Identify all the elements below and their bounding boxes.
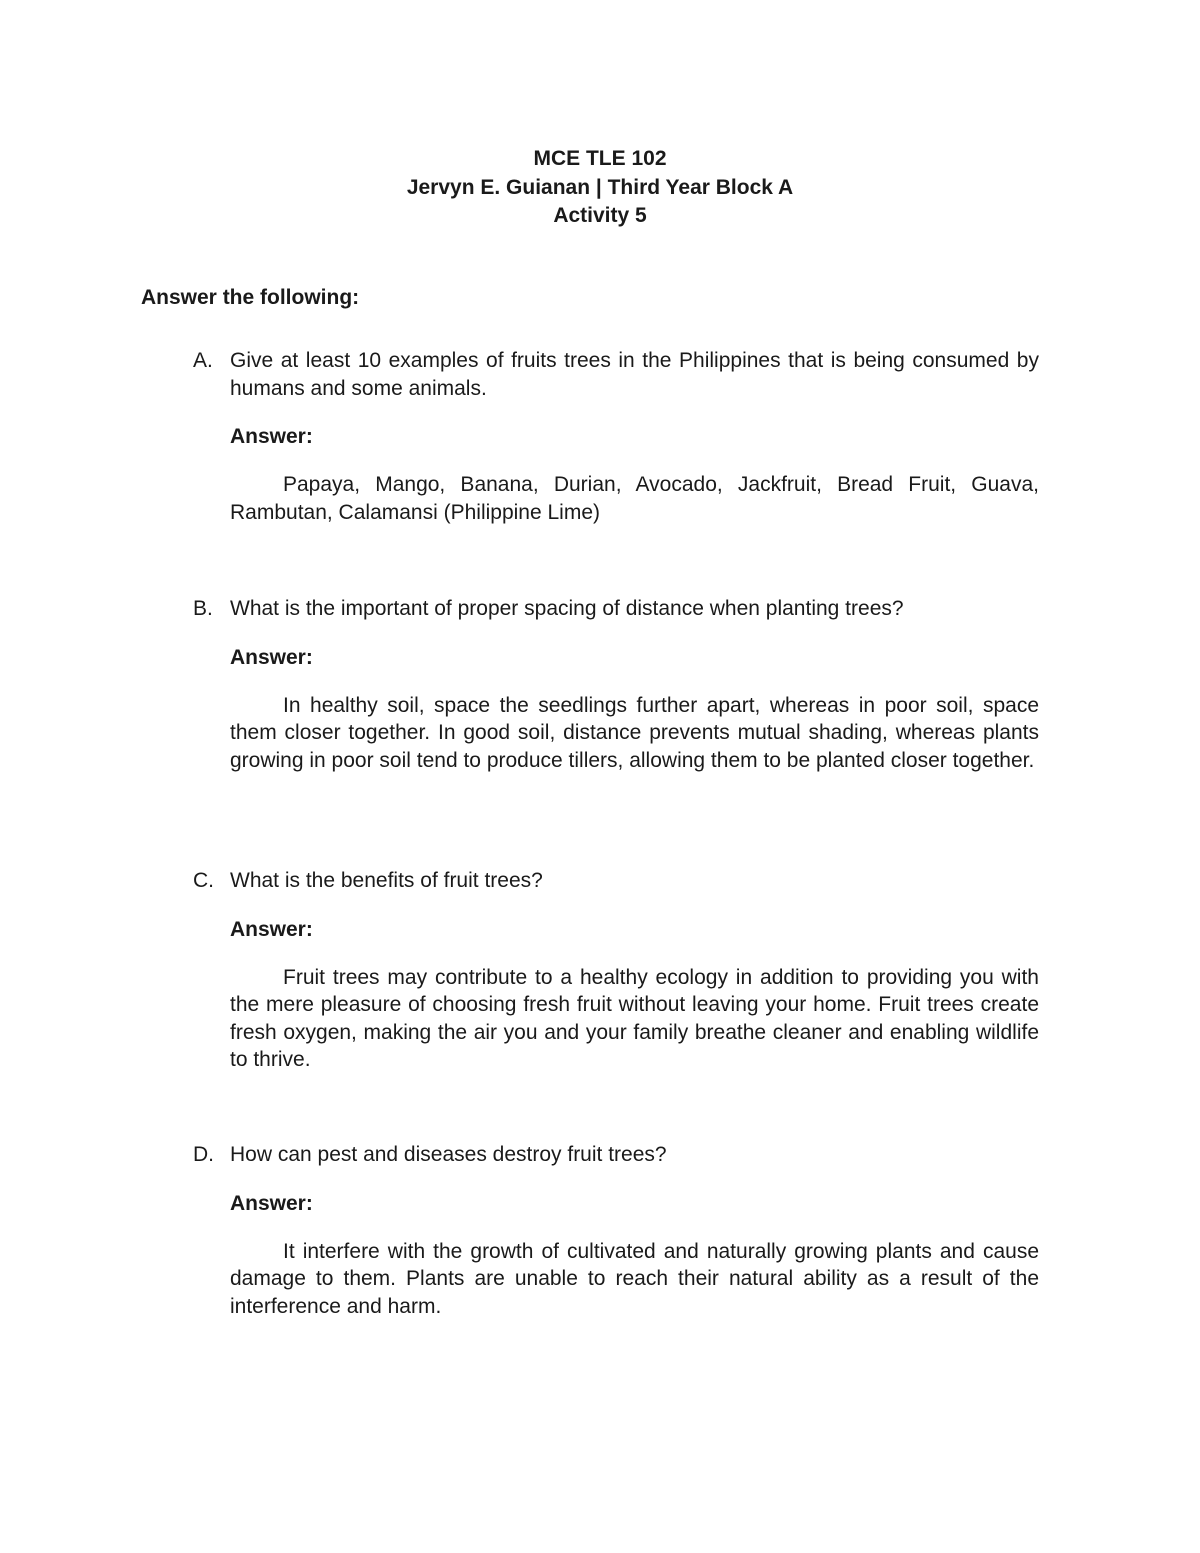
question-text: Give at least 10 examples of fruits trees in the Philippines that is being consumed by humans and some animals. — [230, 349, 1039, 400]
answer-label: Answer: — [230, 1191, 313, 1215]
answer-label: Answer: — [230, 425, 313, 448]
answer-text: Papaya, Mango, Banana, Durian, Avocado, Jackfruit, Bread Fruit, Guava, Rambutan, Calamansi (Philippine Lime) — [230, 473, 1039, 524]
question-letter: B. — [193, 597, 213, 620]
student-name: Jervyn E. Guianan | Third Year Block A — [406, 175, 794, 199]
question-text: What is the important of proper spacing of distance when planting trees? — [230, 597, 904, 620]
course-code: MCE TLE 102 — [533, 147, 667, 170]
question-letter: D. — [193, 1143, 214, 1166]
question-d — [193, 1141, 1039, 1320]
answer-text: In healthy soil, space the seedlings further apart, whereas in poor soil, space them closer together. In good soil, distance prevents mutual shading, whereas plants growing in poor soil tend to produce tillers, allowing them to be planted closer together. — [230, 693, 1039, 772]
question-c — [193, 867, 1039, 1074]
question-letter: C. — [193, 869, 214, 892]
answer-text: It interfere with the growth of cultivated and naturally growing plants and cause damage to them. Plants are unable to reach their natural ability as a result of the interference and harm. — [230, 1239, 1039, 1318]
answer-label: Answer: — [230, 917, 313, 941]
question-text: What is the benefits of fruit trees? — [230, 869, 543, 892]
answer-text: Fruit trees may contribute to a healthy ecology in addition to providing you with the mere pleasure of choosing fresh fruit without leaving your home. Fruit trees create fresh oxygen, making the air you and your family breathe cleaner and enabling wildlife to thrive. — [230, 965, 1039, 1071]
question-letter: A. — [193, 349, 213, 372]
question-text: How can pest and diseases destroy fruit trees? — [230, 1143, 667, 1166]
answer-label: Answer: — [230, 645, 313, 669]
question-a — [193, 347, 1039, 526]
document-header — [0, 145, 1200, 231]
instructions-heading: Answer the following: — [141, 286, 360, 309]
question-b — [193, 595, 1039, 774]
activity-title: Activity 5 — [553, 204, 647, 227]
